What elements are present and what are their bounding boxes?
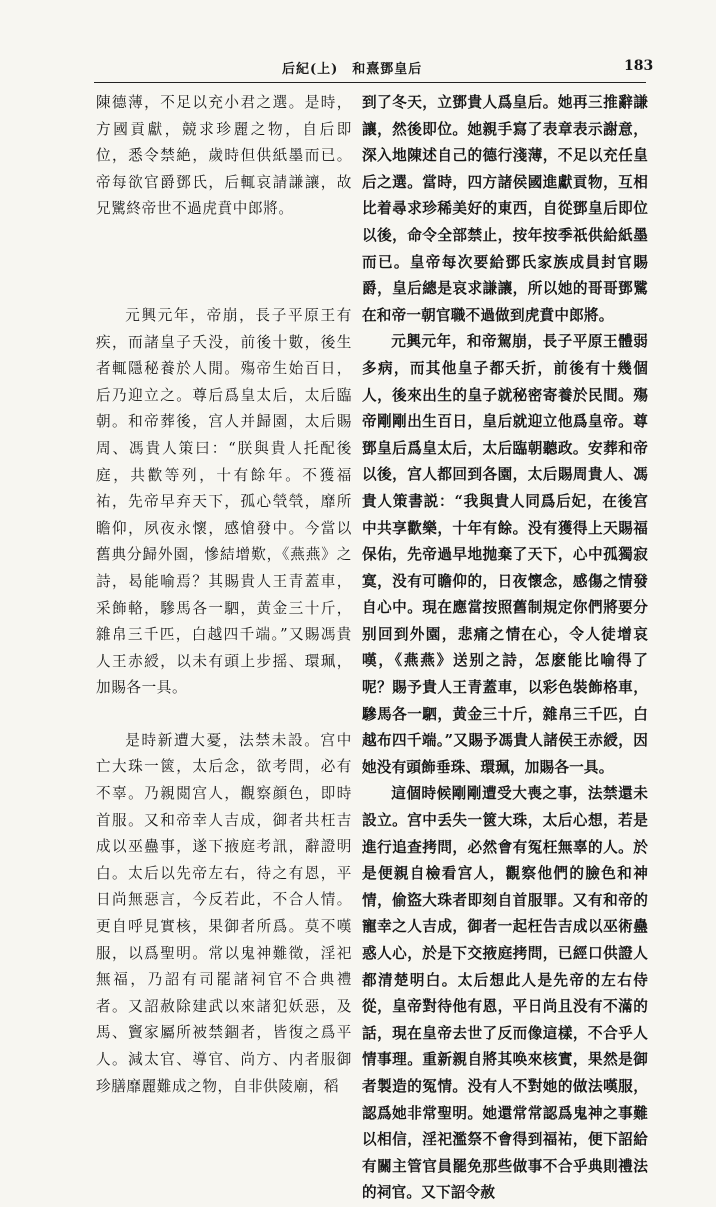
page-number: 183 — [624, 58, 654, 74]
classical-paragraph-2: 元興元年，帝崩，長子平原王有疾，而諸皇子夭没，前後十數，後生者輒隱秘養於人閒。殤帝生始百日，后乃迎立之。尊后爲皇太后，太后臨朝。和帝葬後，宫人并歸園，太后賜周、馮貴人策曰：“朕與貴人托配後庭，共歡等列，十有餘年。不獲福祐，先帝早弃天下，孤心煢煢，靡所瞻仰，夙夜永懷，感愴發中。今當以舊典分歸外園，慘結增歎，《燕燕》之詩，曷能喻焉？其賜貴人王青蓋車，采飾輅，驂馬各一駟，黄金三十斤，雜帛三千匹，白越四千端。”又賜馮貴人王赤綬，以未有頭上步摇、環珮，加賜各一具。 — [96, 306, 352, 697]
classical-paragraph-1: 陳德薄，不足以充小君之選。是時，方國貢獻，競求珍麗之物，自后即位，悉令禁絶，歲時但供紙墨而已。帝每欲官爵鄧氏，后輒哀請謙讓，故兄騭終帝世不過虎賁中郎將。 — [96, 94, 352, 218]
modern-paragraph-2: 元興元年，和帝駕崩，長子平原王體弱多病，而其他皇子都夭折，前後有十幾個人，後來出生的皇子就秘密寄養於民間。殤帝剛剛出生百日，皇后就迎立他爲皇帝。尊鄧皇后爲皇太后，太后臨朝聽政。安葬和帝以後，宫人都回到各園，太后賜周貴人、馮貴人策書説：“我與貴人同爲后妃，在後宫中共享歡樂，十年有餘。没有獲得上天賜福保佑，先帝過早地抛棄了天下，心中孤獨寂寞，没有可瞻仰的，日夜懷念，感傷之情發自心中。現在應當按照舊制規定你們將要分别回到外園，悲痛之情在心，令人徒增哀嘆，《燕燕》送别之詩，怎麽能比喻得了呢？賜予貴人王青蓋車，以彩色裝飾格車，驂馬各一駟，黄金三十斤，雜帛三千匹，白越布四千端。”又賜予馮貴人諸侯王赤綬，因她没有頭飾垂珠、環珮，加賜各一具。 — [362, 333, 648, 776]
modern-paragraph-3: 這個時候剛剛遭受大喪之事，法禁還未設立。宫中丢失一篋大珠，太后心想，若是進行追查拷問，必然會有冤枉無辜的人。於是便親自檢看宫人，觀察他們的臉色和神情，偷盜大珠者即刻自首服罪。又有和帝的寵幸之人吉成，御者一起枉告吉成以巫術蠱惑人心，於是下交掖庭拷問，已經口供證人都清楚明白。太后想此人是先帝的左右侍從，皇帝對待他有恩，平日尚且没有不滿的話，現在皇帝去世了反而像這樣，不合乎人情事理。重新親自將其唤來核實，果然是御者製造的冤情。没有人不對她的做法嘆服，認爲她非常聖明。她還常常認爲鬼神之事難以相信，淫祀濫祭不會得到福祐，便下詔給有關主管官員罷免那些做事不合乎典則禮法的祠官。又下詔令赦 — [362, 785, 648, 1202]
classical-paragraph-3: 是時新遭大憂，法禁未設。宫中亡大珠一篋，太后念，欲考問，必有不辜。乃親閲宫人，觀察顔色，即時首服。又和帝幸人吉成，御者共枉吉成以巫蠱事，遂下掖庭考訊，辭證明白。太后以先帝左右，待之有恩，平日尚無惡言，今反若此，不合人情。更自呼見實核，果御者所爲。莫不嘆服，以爲聖明。常以鬼神難徵，淫祀無福，乃詔有司罷諸祠官不合典禮者。又詔赦除建武以來諸犯妖惡，及馬、竇家屬所被禁錮者，皆復之爲平人。減太官、導官、尚方、内者服御珍膳靡麗難成之物，自非供陵廟，稻 — [96, 731, 352, 1095]
paragraph-spacer — [96, 223, 352, 303]
header-rule — [94, 82, 646, 83]
running-title: 后紀(上) 和熹鄧皇后 — [282, 62, 423, 77]
page-header — [0, 56, 716, 80]
classical-text-column — [96, 90, 352, 1100]
modern-translation-column — [362, 90, 648, 1207]
modern-paragraph-1: 到了冬天，立鄧貴人爲皇后。她再三推辭謙讓，然後即位。她親手寫了表章表示謝意，深入地陳述自己的德行淺薄，不足以充任皇后之選。當時，四方諸侯國進獻貢物，互相比着尋求珍稀美好的東西，自從鄧皇后即位以後，命令全部禁止，按年按季祇供給紙墨而已。皇帝每次要給鄧氏家族成員封官賜爵，皇后總是哀求謙讓，所以她的哥哥鄧騭在和帝一朝官職不過做到虎賁中郎將。 — [362, 94, 648, 324]
paragraph-spacer — [96, 702, 352, 728]
